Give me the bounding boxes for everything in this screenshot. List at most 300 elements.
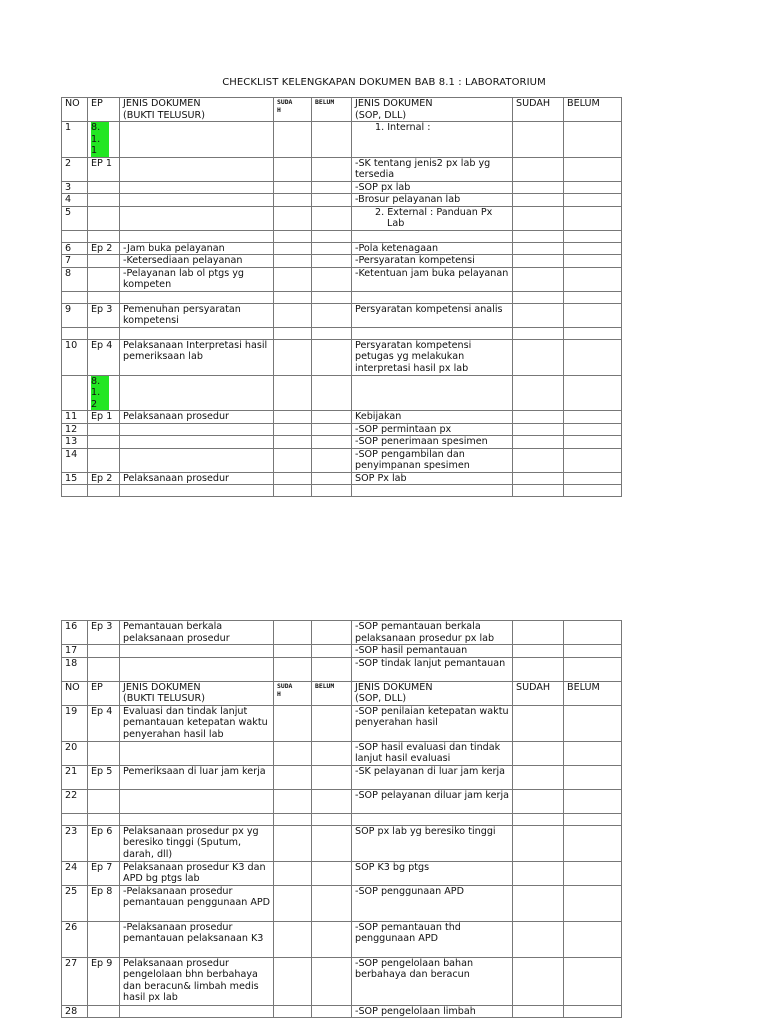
- row-sudah-check: [274, 267, 312, 291]
- row-no: 11: [62, 411, 88, 424]
- row-belum: [564, 861, 622, 885]
- row-jenis-dokumen-bukti: -Pelaksanaan prosedur pemantauan penggunaan APD: [120, 885, 274, 921]
- row-belum-check: [312, 423, 352, 436]
- row-no: 13: [62, 436, 88, 449]
- row-ep: Ep 1: [88, 411, 120, 424]
- row-sudah-check: [274, 921, 312, 957]
- row-belum-check: [312, 206, 352, 230]
- row-sudah-check: [274, 423, 312, 436]
- row-sudah-check: [274, 255, 312, 268]
- row-sudah: [513, 339, 564, 375]
- row-belum: [564, 789, 622, 813]
- row-belum-check: [312, 411, 352, 424]
- row-belum-check: [312, 339, 352, 375]
- row-jenis-dokumen-bukti: [120, 789, 274, 813]
- table-row: [62, 327, 622, 339]
- row-no: [62, 230, 88, 242]
- row-belum: [564, 921, 622, 957]
- table-2-body: [62, 621, 622, 1018]
- row-jenis-dokumen-sop: -SOP pengambilan dan penyimpanan spesimen: [352, 448, 513, 472]
- table-row: [62, 194, 622, 207]
- row-belum: [564, 255, 622, 268]
- row-jenis-dokumen-sop: -Brosur pelayanan lab: [352, 194, 513, 207]
- row-sudah: [513, 825, 564, 861]
- row-jenis-dokumen-sop: [352, 485, 513, 497]
- table-row: [62, 921, 622, 957]
- row-jenis-dokumen-bukti: [120, 291, 274, 303]
- row-belum-check: [312, 157, 352, 181]
- row-sudah-check: [274, 122, 312, 158]
- row-belum-check: [312, 921, 352, 957]
- row-sudah: [513, 423, 564, 436]
- row-jenis-dokumen-bukti: [120, 206, 274, 230]
- row-jenis-dokumen-sop: -Persyaratan kompetensi: [352, 255, 513, 268]
- row-sudah: [513, 242, 564, 255]
- row-belum-check: [312, 255, 352, 268]
- row-no: 20: [62, 741, 88, 765]
- row-jenis-dokumen-sop: [352, 327, 513, 339]
- row-belum-check: [312, 645, 352, 658]
- table-row: [62, 789, 622, 813]
- row-sudah: [513, 472, 564, 485]
- header-sudah: SUDAH: [513, 681, 564, 705]
- header-ep: EP: [88, 98, 120, 122]
- row-jenis-dokumen-sop: -SK pelayanan di luar jam kerja: [352, 765, 513, 789]
- row-no: 27: [62, 957, 88, 1005]
- header-row: [62, 98, 622, 122]
- row-sudah-check: [274, 194, 312, 207]
- row-sudah-check: [274, 436, 312, 449]
- row-jenis-dokumen-sop: [352, 375, 513, 411]
- row-belum: [564, 267, 622, 291]
- table-row: [62, 741, 622, 765]
- table-row: [62, 657, 622, 681]
- header-sudah-small: SUDA H: [274, 681, 312, 705]
- row-sudah-check: [274, 472, 312, 485]
- row-sudah: [513, 291, 564, 303]
- row-ep: [88, 194, 120, 207]
- row-no: [62, 327, 88, 339]
- row-sudah: [513, 448, 564, 472]
- row-ep: Ep 2: [88, 242, 120, 255]
- row-no: 10: [62, 339, 88, 375]
- row-jenis-dokumen-bukti: [120, 181, 274, 194]
- row-jenis-dokumen-sop: -SOP penilaian ketepatan waktu penyerahan hasil: [352, 705, 513, 741]
- row-no: 17: [62, 645, 88, 658]
- row-sudah: [513, 327, 564, 339]
- highlighted-section-label: 8.1. 1: [91, 122, 109, 157]
- row-sudah: [513, 436, 564, 449]
- row-belum-check: [312, 375, 352, 411]
- row-ep: [88, 122, 120, 158]
- row-belum: [564, 157, 622, 181]
- table-row: [62, 206, 622, 230]
- row-belum: [564, 765, 622, 789]
- row-belum-check: [312, 741, 352, 765]
- row-ep: [88, 327, 120, 339]
- table-row: [62, 267, 622, 291]
- table-row: [62, 705, 622, 741]
- table-row: [62, 813, 622, 825]
- row-belum-check: [312, 1005, 352, 1018]
- table-row: [62, 861, 622, 885]
- row-sudah: [513, 206, 564, 230]
- row-jenis-dokumen-bukti: Pelaksanaan Interpretasi hasil pemeriksaan lab: [120, 339, 274, 375]
- row-sudah-check: [274, 303, 312, 327]
- row-sudah: [513, 921, 564, 957]
- row-sudah-check: [274, 206, 312, 230]
- table-row: [62, 122, 622, 158]
- row-jenis-dokumen-sop: [352, 122, 513, 158]
- header-sudah-small: SUDA H: [274, 98, 312, 122]
- row-jenis-dokumen-sop: [352, 206, 513, 230]
- row-belum-check: [312, 436, 352, 449]
- checklist-table-1: [61, 97, 622, 497]
- table-row: [62, 472, 622, 485]
- row-jenis-dokumen-sop: -SOP px lab: [352, 181, 513, 194]
- row-ep: [88, 255, 120, 268]
- row-ep: [88, 448, 120, 472]
- row-belum-check: [312, 957, 352, 1005]
- table-row: [62, 423, 622, 436]
- document-title: CHECKLIST KELENGKAPAN DOKUMEN BAB 8.1 : LABORATORIUM: [222, 77, 546, 88]
- row-sudah-check: [274, 230, 312, 242]
- row-jenis-dokumen-sop: -SOP penggunaan APD: [352, 885, 513, 921]
- row-sudah: [513, 267, 564, 291]
- row-jenis-dokumen-bukti: [120, 423, 274, 436]
- row-belum-check: [312, 230, 352, 242]
- row-jenis-dokumen-bukti: -Jam buka pelayanan: [120, 242, 274, 255]
- row-jenis-dokumen-bukti: [120, 485, 274, 497]
- row-no: 18: [62, 657, 88, 681]
- row-belum: [564, 645, 622, 658]
- row-sudah-check: [274, 448, 312, 472]
- row-belum: [564, 657, 622, 681]
- row-belum: [564, 291, 622, 303]
- row-no: 28: [62, 1005, 88, 1018]
- row-ep: [88, 423, 120, 436]
- table-row: [62, 621, 622, 645]
- row-belum-check: [312, 861, 352, 885]
- row-jenis-dokumen-bukti: [120, 657, 274, 681]
- table-row: [62, 291, 622, 303]
- row-sudah-check: [274, 339, 312, 375]
- table-row: [62, 157, 622, 181]
- table-row: [62, 339, 622, 375]
- row-sudah-check: [274, 375, 312, 411]
- row-belum-check: [312, 242, 352, 255]
- row-sudah: [513, 621, 564, 645]
- row-ep: Ep 4: [88, 339, 120, 375]
- header-row: [62, 681, 622, 705]
- row-belum: [564, 957, 622, 1005]
- header-jenis-dokumen-bukti: JENIS DOKUMEN (BUKTI TELUSUR): [120, 98, 274, 122]
- table-row: [62, 303, 622, 327]
- row-ep: [88, 645, 120, 658]
- header-jenis-dokumen-sop: JENIS DOKUMEN (SOP, DLL): [352, 681, 513, 705]
- row-sudah: [513, 485, 564, 497]
- row-sudah-check: [274, 657, 312, 681]
- row-sudah-check: [274, 485, 312, 497]
- row-no: 5: [62, 206, 88, 230]
- row-jenis-dokumen-sop: Persyaratan kompetensi petugas yg melakukan interpretasi hasil px lab: [352, 339, 513, 375]
- row-no: 26: [62, 921, 88, 957]
- row-belum: [564, 375, 622, 411]
- row-belum-check: [312, 885, 352, 921]
- highlighted-section-label: 8.1. 2: [91, 376, 109, 411]
- row-belum-check: [312, 765, 352, 789]
- row-jenis-dokumen-sop: -SOP pengelolaan limbah: [352, 1005, 513, 1018]
- row-sudah: [513, 255, 564, 268]
- row-belum-check: [312, 813, 352, 825]
- row-no: 6: [62, 242, 88, 255]
- row-jenis-dokumen-bukti: [120, 813, 274, 825]
- table-row: [62, 436, 622, 449]
- row-belum: [564, 885, 622, 921]
- row-sudah-check: [274, 1005, 312, 1018]
- row-sudah-check: [274, 181, 312, 194]
- row-sudah-check: [274, 825, 312, 861]
- row-ep: EP 1: [88, 157, 120, 181]
- row-jenis-dokumen-bukti: [120, 741, 274, 765]
- header-jenis-dokumen-sop: JENIS DOKUMEN (SOP, DLL): [352, 98, 513, 122]
- row-belum-check: [312, 122, 352, 158]
- row-belum-check: [312, 705, 352, 741]
- row-ep: [88, 375, 120, 411]
- table-row: [62, 957, 622, 1005]
- table-row: [62, 242, 622, 255]
- table-row: [62, 1005, 622, 1018]
- row-jenis-dokumen-sop: -SOP hasil pemantauan: [352, 645, 513, 658]
- row-ep: [88, 813, 120, 825]
- row-sudah: [513, 181, 564, 194]
- row-sudah-check: [274, 885, 312, 921]
- row-ep: [88, 291, 120, 303]
- row-jenis-dokumen-bukti: [120, 375, 274, 411]
- header-no: NO: [62, 98, 88, 122]
- row-jenis-dokumen-sop: Kebijakan: [352, 411, 513, 424]
- row-belum-check: [312, 291, 352, 303]
- row-belum-check: [312, 303, 352, 327]
- row-belum-check: [312, 194, 352, 207]
- row-ep: [88, 741, 120, 765]
- row-belum-check: [312, 181, 352, 194]
- row-jenis-dokumen-bukti: Pemenuhan persyaratan kompetensi: [120, 303, 274, 327]
- row-no: [62, 375, 88, 411]
- row-sudah-check: [274, 741, 312, 765]
- table-row: [62, 485, 622, 497]
- row-jenis-dokumen-sop: [352, 813, 513, 825]
- row-no: 7: [62, 255, 88, 268]
- row-sudah-check: [274, 645, 312, 658]
- row-ep: Ep 2: [88, 472, 120, 485]
- header-ep: EP: [88, 681, 120, 705]
- row-jenis-dokumen-sop: -Ketentuan jam buka pelayanan: [352, 267, 513, 291]
- table-row: [62, 375, 622, 411]
- row-jenis-dokumen-bukti: Pelaksanaan prosedur: [120, 411, 274, 424]
- row-no: [62, 485, 88, 497]
- row-jenis-dokumen-bukti: [120, 327, 274, 339]
- row-sudah: [513, 705, 564, 741]
- row-no: 22: [62, 789, 88, 813]
- row-belum: [564, 472, 622, 485]
- row-belum: [564, 181, 622, 194]
- row-sudah: [513, 375, 564, 411]
- row-sudah-check: [274, 157, 312, 181]
- row-ep: Ep 5: [88, 765, 120, 789]
- header-belum: BELUM: [564, 681, 622, 705]
- row-jenis-dokumen-bukti: Evaluasi dan tindak lanjut pemantauan ketepatan waktu penyerahan hasil lab: [120, 705, 274, 741]
- table-row: [62, 448, 622, 472]
- row-ep: Ep 6: [88, 825, 120, 861]
- header-jenis-dokumen-bukti: JENIS DOKUMEN (BUKTI TELUSUR): [120, 681, 274, 705]
- row-sudah-check: [274, 705, 312, 741]
- row-jenis-dokumen-sop: -SOP pemantauan berkala pelaksanaan prosedur px lab: [352, 621, 513, 645]
- row-jenis-dokumen-sop: -SOP hasil evaluasi dan tindak lanjut hasil evaluasi: [352, 741, 513, 765]
- table-1-body: [62, 98, 622, 497]
- row-belum-check: [312, 448, 352, 472]
- row-jenis-dokumen-sop: SOP px lab yg beresiko tinggi: [352, 825, 513, 861]
- row-ep: Ep 3: [88, 303, 120, 327]
- row-no: 12: [62, 423, 88, 436]
- row-no: 16: [62, 621, 88, 645]
- table-row: [62, 825, 622, 861]
- row-belum: [564, 303, 622, 327]
- row-ep: Ep 3: [88, 621, 120, 645]
- row-sudah: [513, 645, 564, 658]
- numbered-list-item: 1. Internal :: [375, 122, 431, 133]
- row-sudah-check: [274, 327, 312, 339]
- table-row: [62, 765, 622, 789]
- table-row: [62, 411, 622, 424]
- table-row: [62, 230, 622, 242]
- row-sudah: [513, 157, 564, 181]
- row-jenis-dokumen-sop: [352, 230, 513, 242]
- row-sudah-check: [274, 621, 312, 645]
- row-jenis-dokumen-bukti: [120, 194, 274, 207]
- row-belum: [564, 436, 622, 449]
- row-ep: [88, 206, 120, 230]
- row-no: 4: [62, 194, 88, 207]
- row-jenis-dokumen-sop: -SOP pengelolaan bahan berbahaya dan beracun: [352, 957, 513, 1005]
- row-no: [62, 291, 88, 303]
- row-belum-check: [312, 267, 352, 291]
- row-belum-check: [312, 789, 352, 813]
- row-sudah-check: [274, 411, 312, 424]
- row-jenis-dokumen-sop: Persyaratan kompetensi analis: [352, 303, 513, 327]
- row-jenis-dokumen-sop: -SOP penerimaan spesimen: [352, 436, 513, 449]
- row-sudah-check: [274, 861, 312, 885]
- row-no: 2: [62, 157, 88, 181]
- row-sudah: [513, 861, 564, 885]
- row-jenis-dokumen-bukti: [120, 230, 274, 242]
- row-ep: [88, 230, 120, 242]
- row-belum-check: [312, 657, 352, 681]
- row-jenis-dokumen-bukti: -Pelayanan lab ol ptgs yg kompeten: [120, 267, 274, 291]
- row-ep: [88, 267, 120, 291]
- row-no: 15: [62, 472, 88, 485]
- row-sudah: [513, 765, 564, 789]
- row-sudah: [513, 657, 564, 681]
- row-ep: [88, 485, 120, 497]
- row-no: 24: [62, 861, 88, 885]
- row-sudah: [513, 885, 564, 921]
- row-no: 1: [62, 122, 88, 158]
- row-jenis-dokumen-bukti: -Pelaksanaan prosedur pemantauan pelaksanaan K3: [120, 921, 274, 957]
- row-jenis-dokumen-bukti: -Ketersediaan pelayanan: [120, 255, 274, 268]
- row-ep: [88, 657, 120, 681]
- row-jenis-dokumen-sop: SOP Px lab: [352, 472, 513, 485]
- row-sudah: [513, 230, 564, 242]
- row-jenis-dokumen-bukti: Pelaksanaan prosedur pengelolaan bhn berbahaya dan beracun& limbah medis hasil px lab: [120, 957, 274, 1005]
- row-jenis-dokumen-bukti: Pelaksanaan prosedur K3 dan APD bg ptgs lab: [120, 861, 274, 885]
- row-belum-check: [312, 327, 352, 339]
- row-no: [62, 813, 88, 825]
- row-belum-check: [312, 825, 352, 861]
- table-row: [62, 885, 622, 921]
- row-sudah-check: [274, 813, 312, 825]
- row-no: 23: [62, 825, 88, 861]
- row-jenis-dokumen-sop: -SOP pemantauan thd penggunaan APD: [352, 921, 513, 957]
- table-row: [62, 255, 622, 268]
- row-ep: [88, 789, 120, 813]
- row-sudah-check: [274, 765, 312, 789]
- row-sudah: [513, 789, 564, 813]
- header-belum-small: BELUM: [312, 681, 352, 705]
- row-sudah: [513, 957, 564, 1005]
- row-belum: [564, 122, 622, 158]
- row-jenis-dokumen-sop: -Pola ketenagaan: [352, 242, 513, 255]
- row-belum: [564, 705, 622, 741]
- row-jenis-dokumen-sop: -SOP permintaan px: [352, 423, 513, 436]
- row-belum: [564, 621, 622, 645]
- row-belum: [564, 813, 622, 825]
- row-sudah: [513, 813, 564, 825]
- header-belum-small: BELUM: [312, 98, 352, 122]
- checklist-table-2: [61, 620, 622, 1018]
- row-belum: [564, 1005, 622, 1018]
- row-jenis-dokumen-sop: [352, 291, 513, 303]
- header-sudah: SUDAH: [513, 98, 564, 122]
- row-belum-check: [312, 472, 352, 485]
- row-sudah: [513, 122, 564, 158]
- row-jenis-dokumen-bukti: Pelaksanaan prosedur px yg beresiko tinggi (Sputum, darah, dll): [120, 825, 274, 861]
- row-belum: [564, 423, 622, 436]
- row-belum: [564, 194, 622, 207]
- row-ep: Ep 4: [88, 705, 120, 741]
- row-belum: [564, 411, 622, 424]
- table-row: [62, 645, 622, 658]
- row-ep: [88, 181, 120, 194]
- row-sudah-check: [274, 957, 312, 1005]
- row-jenis-dokumen-sop: -SOP tindak lanjut pemantauan: [352, 657, 513, 681]
- row-ep: [88, 1005, 120, 1018]
- row-sudah: [513, 303, 564, 327]
- row-jenis-dokumen-sop: -SOP pelayanan diluar jam kerja: [352, 789, 513, 813]
- row-jenis-dokumen-sop: SOP K3 bg ptgs: [352, 861, 513, 885]
- numbered-list-item: 2. External : Panduan Px Lab: [375, 206, 493, 229]
- row-belum: [564, 339, 622, 375]
- row-no: 9: [62, 303, 88, 327]
- row-belum: [564, 242, 622, 255]
- row-sudah-check: [274, 291, 312, 303]
- row-belum: [564, 327, 622, 339]
- row-belum: [564, 825, 622, 861]
- row-no: 14: [62, 448, 88, 472]
- row-belum-check: [312, 485, 352, 497]
- row-sudah: [513, 1005, 564, 1018]
- row-ep: [88, 436, 120, 449]
